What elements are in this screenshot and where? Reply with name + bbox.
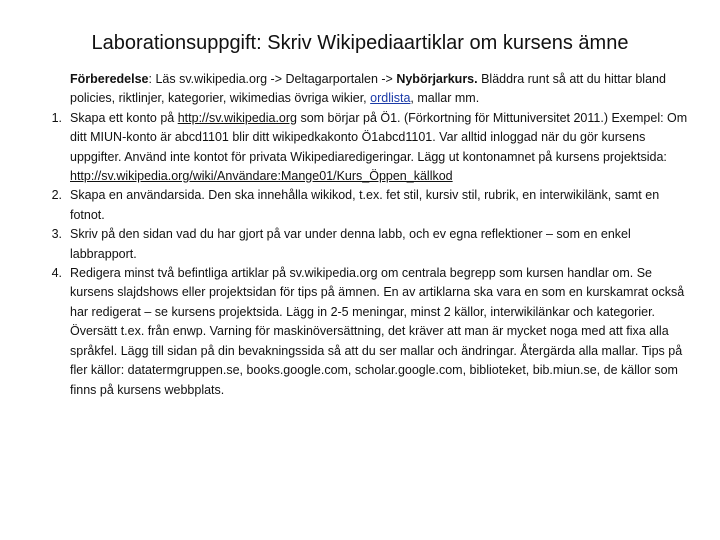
intro-text-3: , mallar mm. — [410, 91, 480, 106]
list-number: 3. — [51, 227, 62, 242]
list-item-3 — [26, 225, 690, 264]
item-1-text-2: som börjar på Ö1. (Förkortning för Mittuniversitet 2011.) Exempel: Om ditt MIUN-konto är abcd1101 blir ditt wikipedkakonto Ö1abcd1101. Var alltid inloggad när du gör kursens uppgifter. Använd inte kontot för privata Wikipediaredigeringar. Lägg ut kontonamnet på kursens projektsida: — [70, 110, 688, 164]
project-page-link[interactable]: http://sv.wikipedia.org/wiki/Användare:Mange01/Kurs_Öppen_källkod — [70, 169, 453, 184]
list-number: 2. — [51, 188, 62, 203]
item-4-text: Redigera minst två befintliga artiklar på sv.wikipedia.org om centrala begrepp som kursen handlar om. Se kursens slajdshows eller projektsidan för tips på ämnen. En av artiklarna ska vara en som en kurskamrat också har redigerat – se kursens projektsida. Lägg in 2-5 meningar, minst 2 källor, interwikilänkar och kategorier. Översätt t.ex. från enwp. Varning för maskinöversättning, det kräver att man är mycket noga med att fixa alla språkfel. Lägg till sidan på din bevakningssida så att du ser mallar och ändringar. Återgärda alla mallar. Tips på fler källor: datatermgruppen.se, books.google.com, scholar.google.com, biblioteket, bib.miun.se, de källor som finns på kursens webbplats. — [70, 266, 685, 397]
wikipedia-link[interactable]: http://sv.wikipedia.org — [177, 110, 297, 125]
intro-text-2: Bläddra runt så att du hittar bland policies, riktlinjer, kategorier, wikimedias övriga wikier, — [70, 72, 666, 106]
slide-content — [26, 70, 690, 400]
intro-text-1: : Läs sv.wikipedia.org -> Deltagarportalen -> — [148, 72, 397, 86]
list-item-2 — [26, 186, 690, 225]
list-number: 4. — [51, 266, 62, 281]
list-item-4 — [26, 264, 690, 400]
item-3-text: Skriv på den sidan vad du har gjort på var under denna labb, och ev egna reflektioner – som en enkel labbrapport. — [70, 227, 631, 261]
intro-paragraph — [26, 70, 690, 109]
list-item-1 — [26, 109, 690, 187]
intro-label: Förberedelse — [70, 72, 149, 86]
item-2-text: Skapa en användarsida. Den ska innehålla wikikod, t.ex. fet stil, kursiv stil, rubrik, en interwikilänk, samt en fotnot. — [70, 188, 660, 222]
ordlista-link[interactable]: ordlista — [370, 91, 411, 106]
intro-bold: Nybörjarkurs. — [396, 72, 478, 86]
slide-title: Laborationsuppgift: Skriv Wikipediaartiklar om kursens ämne — [91, 32, 629, 54]
list-number: 1. — [51, 110, 62, 125]
item-1-text-1: Skapa ett konto på — [70, 110, 178, 125]
